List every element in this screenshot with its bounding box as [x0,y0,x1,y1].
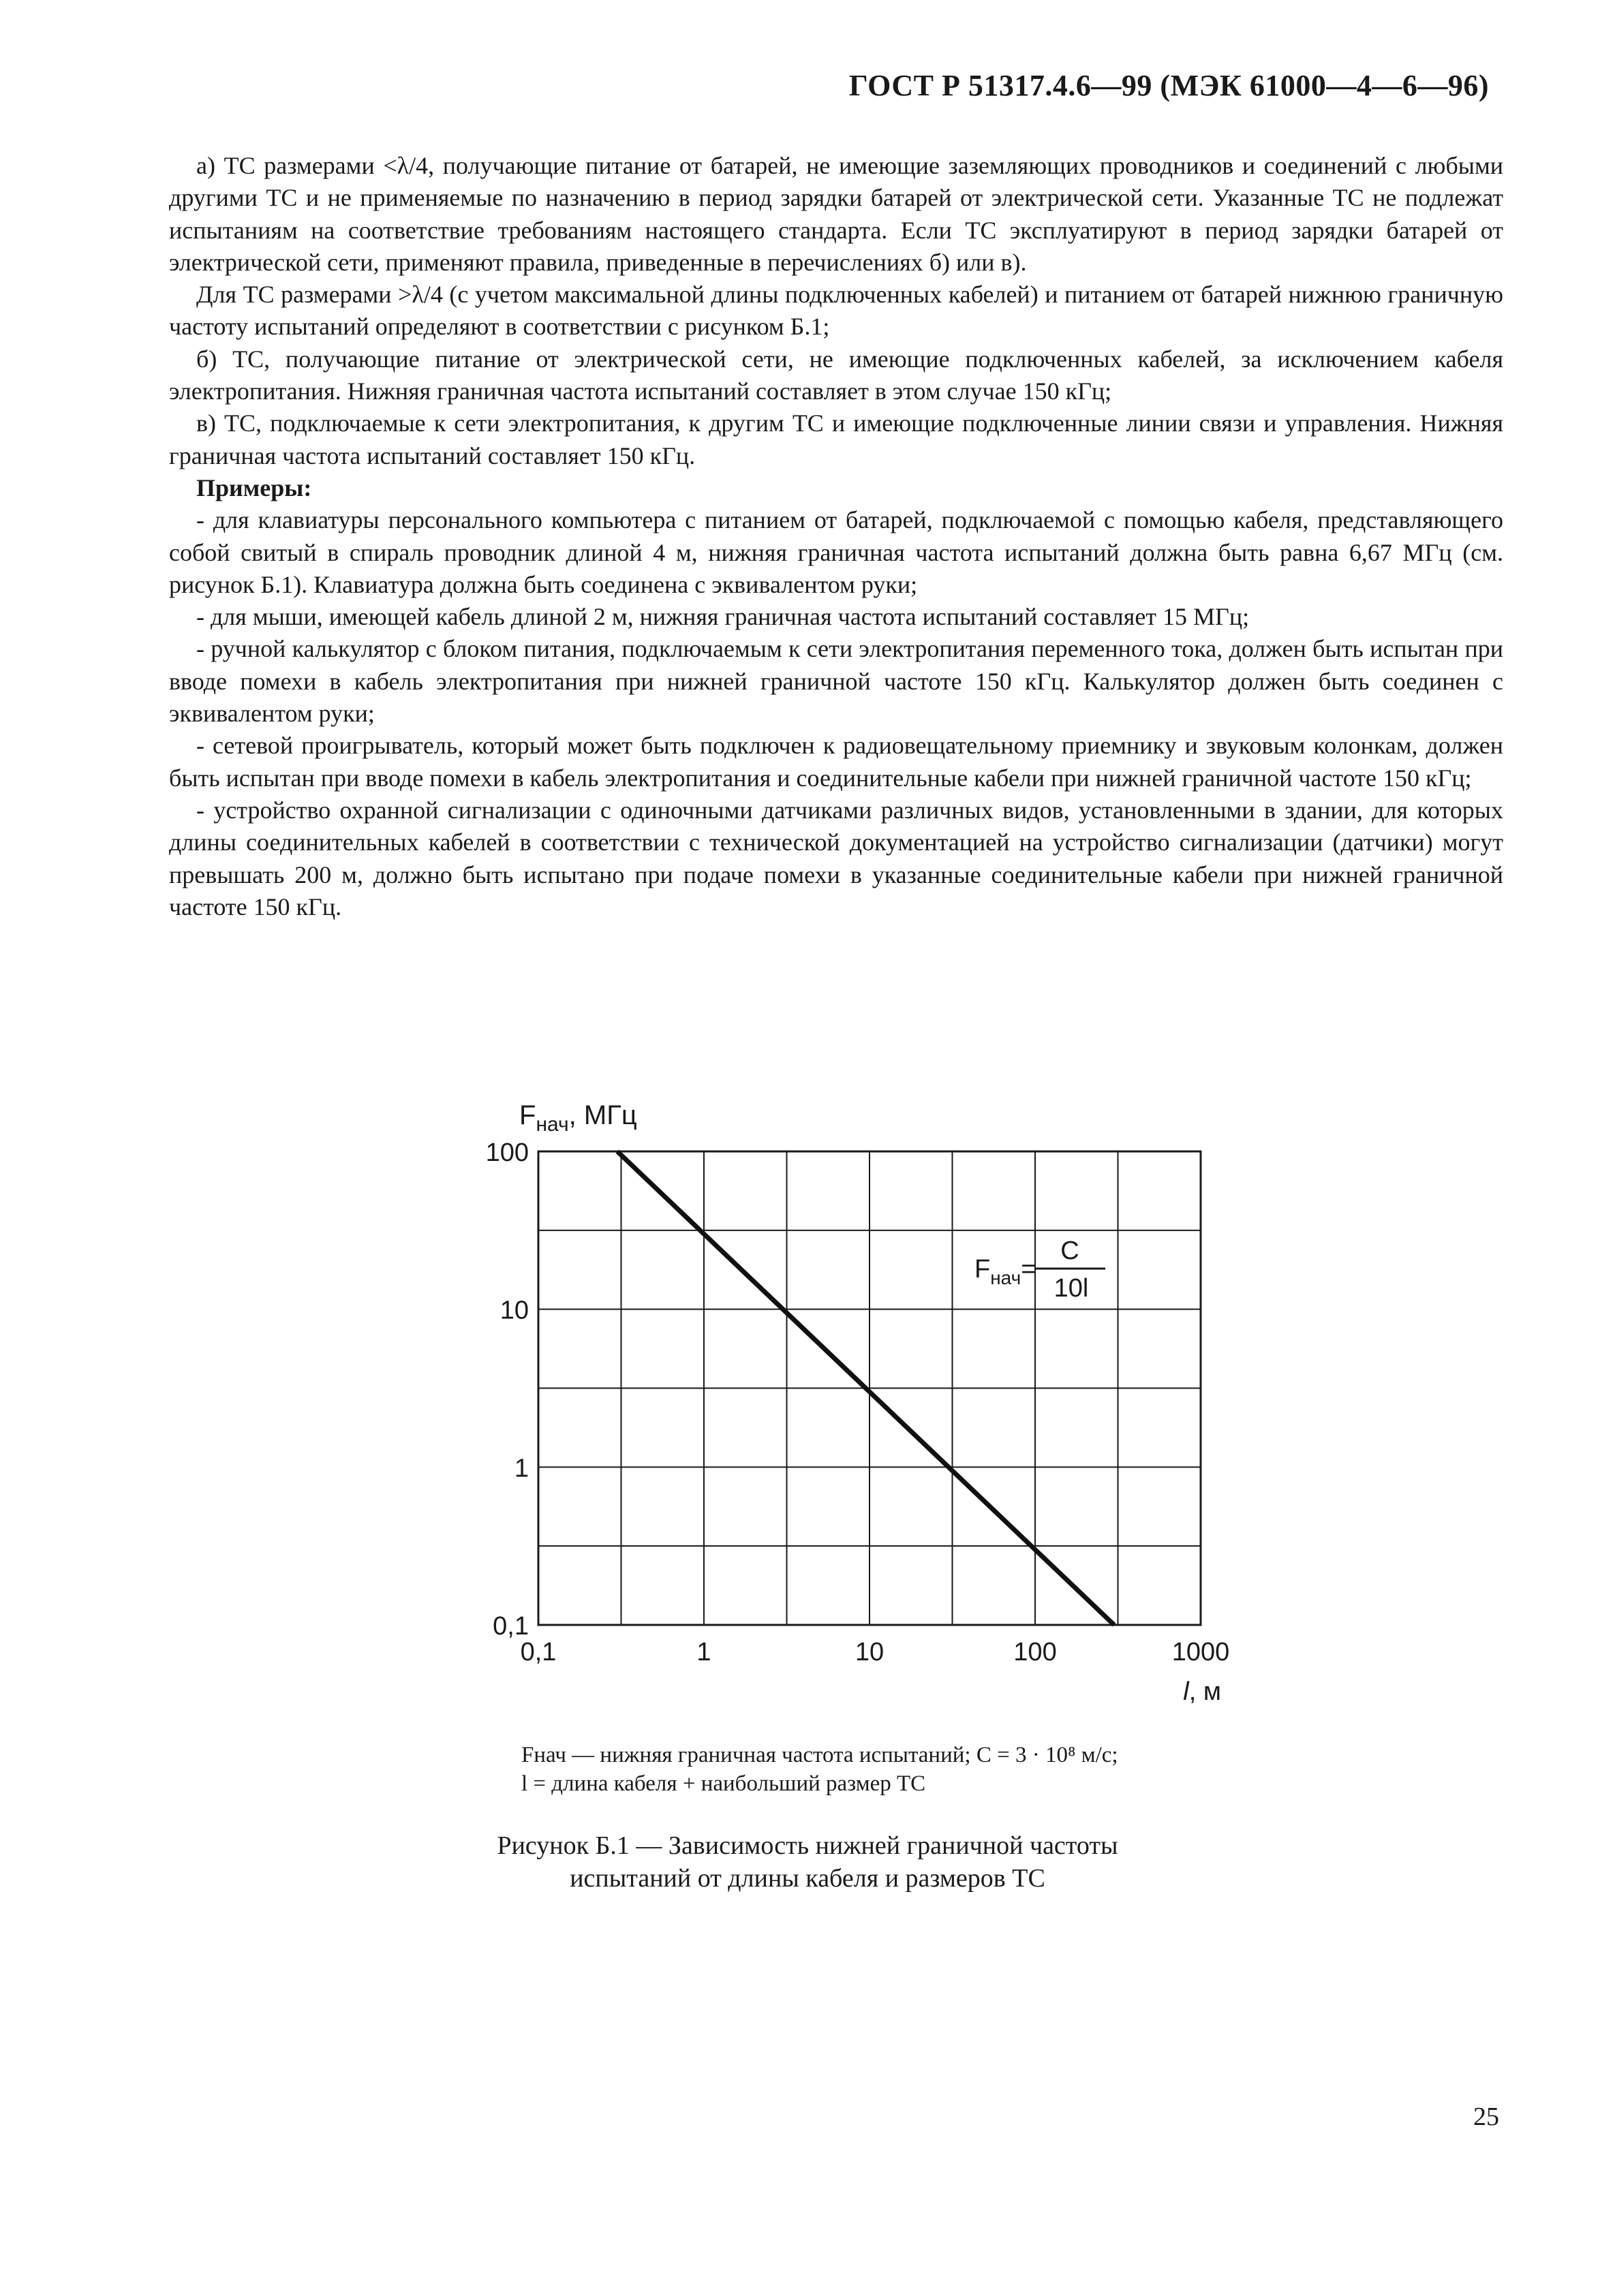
x-tick-label: 0,1 [520,1638,557,1666]
formula-annotation [974,1237,1105,1303]
example-calculator: - ручной калькулятор с блоком питания, подключаемым к сети электропитания переменного тока, должен быть испытан при вводе помехи в кабель электропитания при нижней граничной частоте 150 кГц. Калькулятор должен быть соединен с эквивалентом руки; [169,635,1503,728]
y-tick-label: 10 [499,1296,529,1325]
examples-heading: Примеры: [196,474,312,501]
x-tick-label: 1000 [1171,1638,1230,1666]
figure-caption-line2: испытаний от длины кабеля и размеров ТС [570,1864,1045,1893]
paragraph-a: а) ТС размерами <λ/4, получающие питание от батарей, не имеющие заземляющих проводников и соединений с любыми другими ТС и не применяемые по назначению в период зарядки батарей от электрической сети. Указанные ТС не подлежат испытаниям на соответствие требованиям настоящего стандарта. Если ТС эксплуатируют в период зарядки батарей от электрической сети, применяют правила, приведенные в перечислениях б) или в). [169,152,1503,276]
formula-numerator: C [1060,1237,1079,1265]
x-tick-label: 100 [1013,1638,1057,1666]
formula-lhs [974,1255,1036,1288]
figure-note-line2: l = длина кабеля + наибольший размер ТС [521,1771,926,1796]
formula-denominator: 10l [1053,1274,1089,1303]
chart-series [617,1151,1114,1625]
y-label-unit: , МГц [568,1100,637,1130]
body-text [169,150,1503,923]
y-tick-label: 1 [514,1454,529,1483]
chart-grid [538,1151,1201,1625]
figure-note [521,1741,1118,1798]
series-line [617,1151,1114,1625]
y-tick-label: 0,1 [493,1612,529,1641]
paragraph-b: б) ТС, получающие питание от электрической сети, не имеющие подключенных кабелей, за исключением кабеля электропитания. Нижняя граничная частота испытаний составляет в этом случае 150 кГц; [169,345,1503,405]
formula-lhs-main: F [974,1255,991,1284]
y-label-main: F [519,1100,536,1130]
example-mouse: - для мыши, имеющей кабель длиной 2 м, нижняя граничная частота испытаний составляет 15 МГц; [196,603,1250,631]
chart-ticks [486,1138,1230,1666]
y-label-sub: нач [536,1113,569,1136]
chart-labels [519,1100,1221,1706]
formula-lhs-sub: нач [990,1267,1021,1288]
x-tick-label: 1 [696,1638,711,1666]
y-tick-label: 100 [485,1138,529,1167]
document-header: ГОСТ Р 51317.4.6—99 (МЭК 61000—4—6—96) [848,69,1489,102]
page-number: 25 [1473,2103,1499,2131]
x-tick-label: 10 [855,1638,885,1666]
example-alarm: - устройство охранной сигнализации с одиночными датчиками различных видов, установленными в здании, для которых длины соединительных кабелей в соответствии с технической документацией на устройство сигнализации (датчики) могут превышать 200 м, должно быть испытано при подаче помехи в указанные соединительные кабели при нижней граничной частоте 150 кГц. [169,796,1503,920]
x-axis-label [1183,1677,1221,1706]
x-label-unit: , м [1188,1677,1221,1706]
x-label-var: l [1183,1677,1189,1706]
example-keyboard: - для клавиатуры персонального компьютера с питанием от батарей, подключаемой с помощью кабеля, представляющего собой свитый в спираль проводник длиной 4 м, нижняя граничная частота испытаний должна быть равна 6,67 МГц (см. рисунок Б.1). Клавиатура должна быть соединена с эквивалентом руки; [169,506,1503,598]
figure-caption-line1: Рисунок Б.1 — Зависимость нижней граничной частоты [497,1831,1118,1860]
example-player: - сетевой проигрыватель, который может быть подключен к радиовещательному приемнику и звуковым колонкам, должен быть испытан при вводе помехи в кабель электропитания и соединительные кабели при нижней граничной частоте 150 кГц; [169,732,1503,792]
figure-note-line1: Fнач — нижняя граничная частота испытаний; C = 3 · 10⁸ м/с; [521,1743,1118,1767]
formula-equals: = [1021,1255,1036,1284]
figure-caption [0,1829,1615,1895]
y-axis-label [519,1100,637,1136]
plot-frame [538,1151,1201,1625]
paragraph-v: в) ТС, подключаемые к сети электропитания, к другим ТС и имеющие подключенные линии связи и управления. Нижняя граничная частота испытаний составляет 150 кГц. [169,409,1503,469]
paragraph-batteries: Для ТС размерами >λ/4 (с учетом максимальной длины подключенных кабелей) и питанием от батарей нижнюю граничную частоту испытаний определяют в соответствии с рисунком Б.1; [169,281,1503,341]
